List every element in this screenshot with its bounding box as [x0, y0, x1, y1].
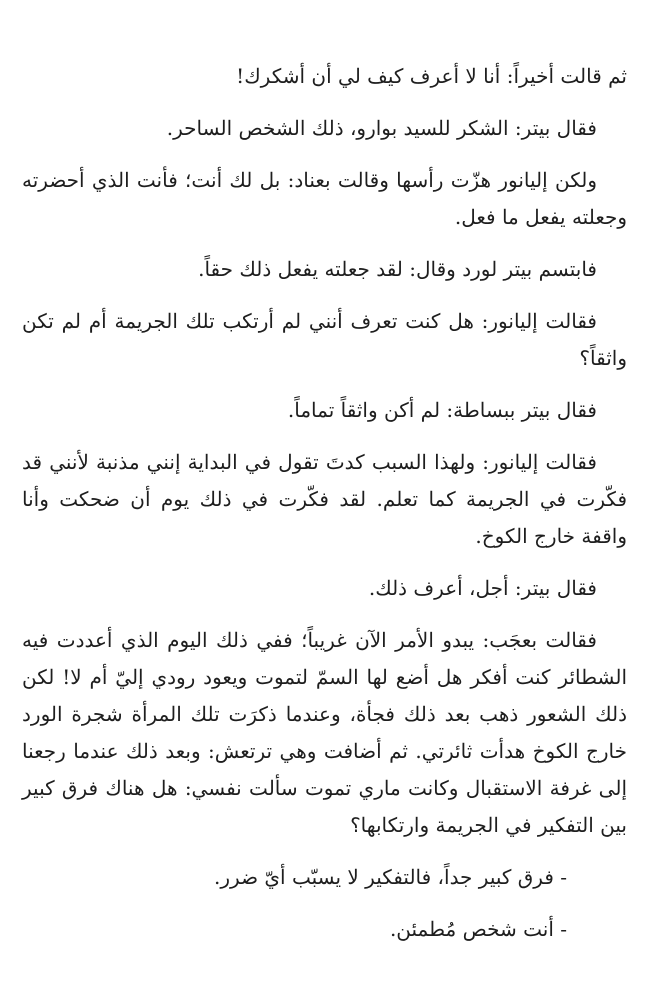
paragraph-4: فابتسم بيتر لورد وقال: لقد جعلته يفعل ذلك حقاً. [198, 257, 597, 281]
paragraph-8: فقال بيتر: أجل، أعرف ذلك. [368, 576, 597, 600]
dialogue-line-2: - أنت شخص مُطمئن. [389, 917, 567, 941]
paragraph-9: فقالت بعجَب: يبدو الأمر الآن غريباً؛ ففي ذلك اليوم الذي أعددت فيه الشطائر كنت أفكر هل أضع لها السمّ لتموت ويعود رودي إليّ أم لا! لكن ذلك الشعور ذهب بعد ذلك فجأة، وعندما ذكرَت تلك المرأة شجرة الورد خارج الكوخ هدأت ثائرتي. ثم أضافت وهي ترتعش: وبعد ذلك عندما رجعنا إلى غرفة الاستقبال وكانت ماري تموت سألت نفسي: هل هناك فرق كبير بين التفكير في الجريمة وارتكابها؟ [22, 628, 627, 837]
dialogue-line-1: - فرق كبير جداً، فالتفكير لا يسبّب أيّ ضرر. [214, 865, 567, 889]
paragraph-6: فقال بيتر ببساطة: لم أكن واثقاً تماماً. [287, 398, 597, 422]
paragraph-5: فقالت إليانور: هل كنت تعرف أنني لم أرتكب تلك الجريمة أم لم تكن واثقاً؟ [22, 309, 627, 370]
paragraph-3: ولكن إليانور هزّت رأسها وقالت بعناد: بل لك أنت؛ فأنت الذي أحضرته وجعلته يفعل ما فعل. [22, 168, 627, 229]
paragraph-7: فقالت إليانور: ولهذا السبب كدتَ تقول في البداية إنني مذنبة لأنني قد فكّرت في الجريمة كما تعلم. لقد فكّرت في ذلك يوم أن ضحكت وأنا واقفة خارج الكوخ. [22, 450, 627, 548]
paragraph-2: فقال بيتر: الشكر للسيد بوارو، ذلك الشخص الساحر. [166, 116, 597, 140]
paragraph-1: ثم قالت أخيراً: أنا لا أعرف كيف لي أن أشكرك! [236, 64, 627, 88]
